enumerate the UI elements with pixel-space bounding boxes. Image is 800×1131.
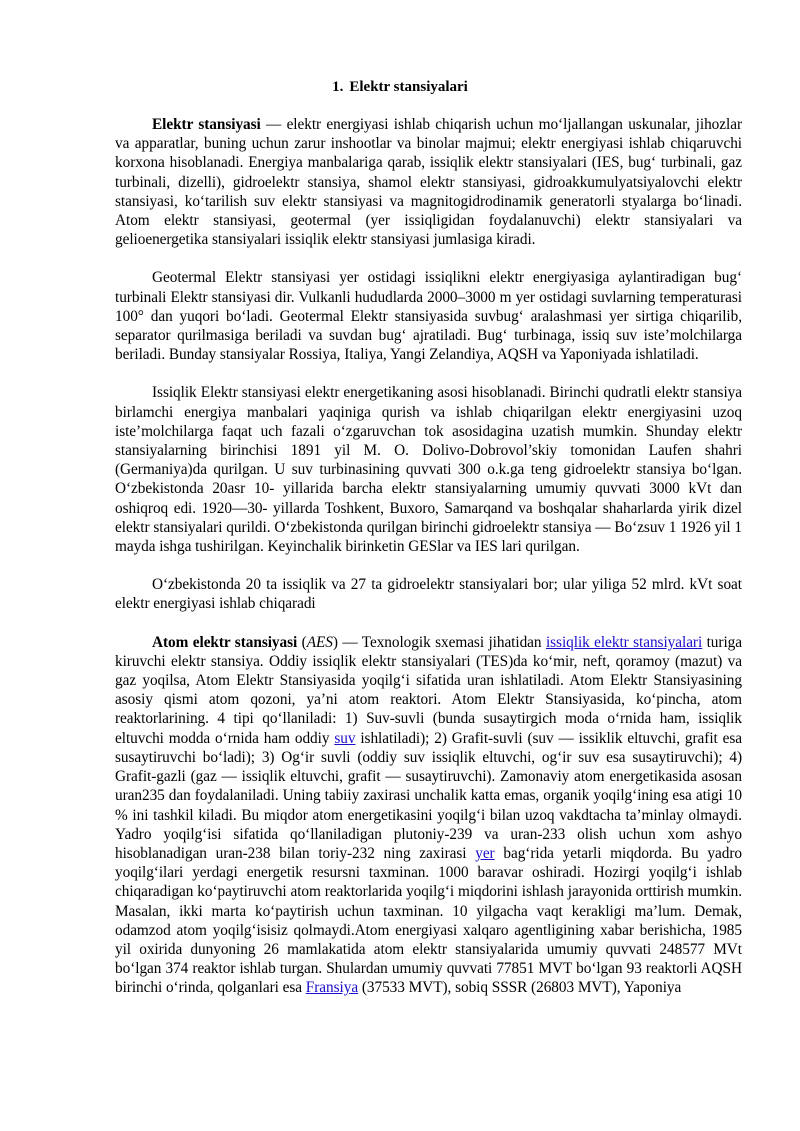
document-body xyxy=(115,115,742,1017)
paren-open: ( xyxy=(297,633,307,651)
paragraph-text: (37533 MVT), sobiq SSSR (26803 MVT), Yaponiya xyxy=(358,979,682,997)
link-fransiya[interactable]: Fransiya xyxy=(305,979,359,997)
section-title: Elektr stansiyalari xyxy=(349,79,468,95)
paragraph-text: O‘zbekistonda 20 ta issiqlik va 27 ta gidroelektr stansiyalari bor; ular yiliga 52 mlrd. kVt soat elektr energiyasi ishlab chiqaradi xyxy=(115,576,742,613)
link-issiqlik-elektr-stansiyalari[interactable]: issiqlik elektr stansiyalari xyxy=(545,633,703,651)
link-suv[interactable]: suv xyxy=(334,729,356,747)
paragraph-geotermal xyxy=(115,268,742,364)
paragraph-ozbekiston xyxy=(115,575,742,613)
paragraph-text: Geotermal Elektr stansiyasi yer ostidagi issiqlikni elektr energiyasiga aylantiradigan bug‘ turbinali Elektr stansiyasi dir. Vulkanli hududlarda 2000–3000 m yer ostidagi suvlarning temperaturasi 100° dan yuqori bo‘ladi. Geotermal Elektr stansiyasida suvbug‘ aralashmasi yer sirtiga chiqarilib, separator qurilmasiga beriladi va suvdan bug‘ ajratiladi. Bug‘ turbinaga, issiq suv iste’molchilarga beriladi. Bunday stansiyalar Rossiya, Italiya, Yangi Zelandiya, AQSH va Yaponiyada ishlatiladi. xyxy=(115,269,742,364)
paragraph-text: ) — Texnologik sxemasi jihatidan xyxy=(332,633,546,651)
paragraph-issiqlik xyxy=(115,383,742,556)
section-heading xyxy=(0,77,800,97)
link-yer[interactable]: yer xyxy=(475,844,495,862)
paragraph-text: bag‘rida yetarli miqdorda. Bu yadro yoqilg‘ilari yerdagi energetik resursni taxminan. 1000 baravar oshiradi. Hozirgi yoqilg‘i ishlab chiqaradigan ko‘paytiruvchi atom reaktorlarida yoqilg‘i miqdorini ishlash jarayonida orttirish mumkin. Masalan, ikki marta ko‘paytirish uchun taxminan. 10 yilgacha vaqt kerakligi ma’lum. Demak, odamzod atom yoqilg‘isisiz qolmaydi.Atom energiyasi xalqaro agentligining xabar berishicha, 1985 yil oxirida dunyoning 26 mamlakatida atom elektr stansiyalarida umumiy quvvati 248577 MVt bo‘lgan 374 reaktor ishlab turgan. Shulardan umumiy quvvati 77851 MVT bo‘lgan 93 reaktorli AQSH birinchi o‘rinda, qolganlari esa xyxy=(115,844,742,997)
paragraph-elektr-stansiyasi xyxy=(115,115,742,249)
paragraph-text: turiga kiruvchi elektr stansiya. Oddiy issiqlik elektr stansiyalari (TES)da ko‘mir, neft, qoramoy (mazut) va gaz yoqilsa, Atom Elektr Stansiyasida yoqilg‘i sifatida uran ishlatiladi. Atom Elektr Stansiyasining asosiy qismi atom qozoni, ya’ni atom reaktori. Atom Elektr Stansiyasida, ko‘pincha, atom reaktorlarining. 4 tipi qo‘llaniladi: 1) Suv-suvli (bunda susaytirgich moda o‘rnida ham, issiqlik eltuvchi modda o‘rnida ham oddiy xyxy=(115,633,742,747)
term-atom-elektr-stansiyasi: Atom elektr stansiyasi xyxy=(152,633,298,651)
paragraph-text: Issiqlik Elektr stansiyasi elektr energetikaning asosi hisoblanadi. Birinchi qudratli elektr stansiya birlamchi energiya manbalari yaqiniga qurish va ishlab chiqarilgan elektr energiyasini uzoq iste’molchilarga faqat uch fazali o‘zgaruvchan tok asosidagina uzatish mumkin. Shunday elektr stansiyalarning birinchisi 1891 yil M. O. Dolivo-Dobrovol’skiy tomonidan Laufen shahri (Germaniya)da qurilgan. U suv turbinasining quvvati 300 o.k.ga teng gidroelektr stansiya bo‘lgan. O‘zbekistonda 20asr 10- yillarida barcha elektr stansiyalarning umumiy quvvati 3000 kVt dan oshiqroq edi. 1920—30- yillarda Toshkent, Buxoro, Samarqand va boshqalar shaharlarda yirik dizel elektr stansiyalari qurildi. O‘zbekistonda qurilgan birinchi gidroelektr stansiya — Bo‘zsuv 1 1926 yil 1 mayda ishga tushirilgan. Keyinchalik birinketin GESlar va IES lari qurilgan. xyxy=(115,384,742,556)
paragraph-atom xyxy=(115,633,742,998)
term-elektr-stansiyasi: Elektr stansiyasi xyxy=(152,116,261,133)
abbr-aes: AES xyxy=(306,633,333,651)
paragraph-text: — elektr energiyasi ishlab chiqarish uchun mo‘ljallangan uskunalar, jihozlar va apparatlar, buning uchun zarur inshootlar va binolar majmui; elektr energiyasi ishlab chiqaruvchi korxona hisoblanadi. Energiya manbalariga qarab, issiqlik elektr stansiyalari (IES, bug‘ turbinali, gaz turbinali, dizelli), gidroelektr stansiya, shamol elektr stansiyasi, gidroakkumulyatsiyalovchi elektr stansiyasi, ko‘tarilish suv elektr stansiyasi va magnitogidrodinamik generatorli styalarga bo‘linadi. Atom elektr stansiyasi, geotermal (yer issiqligidan foydalanuvchi) elektr stansiyalari va gelioenergetika stansiyalari issiqlik elektr stansiyasi jumlasiga kiradi. xyxy=(115,116,742,249)
section-number: 1. xyxy=(332,79,344,95)
paragraph-text: ishlatiladi); 2) Grafit-suvli (suv — issiklik eltuvchi, grafit esa susaytiruvchi bo‘ladi); 3) Og‘ir suvli (oddiy suv issiqlik eltuvchi, og‘ir suv esa susaytiruvchi); 4) Grafit-gazli (gaz — issiqlik eltuvchi, grafit — susaytiruvchi). Zamonaviy atom energetikasida asosan uran235 dan foydalaniladi. Uning tabiiy zaxirasi unchalik katta emas, organik yoqilg‘ining esa atigi 10 % ini tashkil kiladi. Bu miqdor atom energetikasini yoqilg‘i bilan uzoq vakdtacha ta’minlay olmaydi. Yadro yoqilg‘isi sifatida qo‘llaniladigan plutoniy-239 va uran-233 olish uchun xom ashyo hisoblanadigan uran-238 bilan toriy-232 ning zaxirasi xyxy=(115,729,742,862)
